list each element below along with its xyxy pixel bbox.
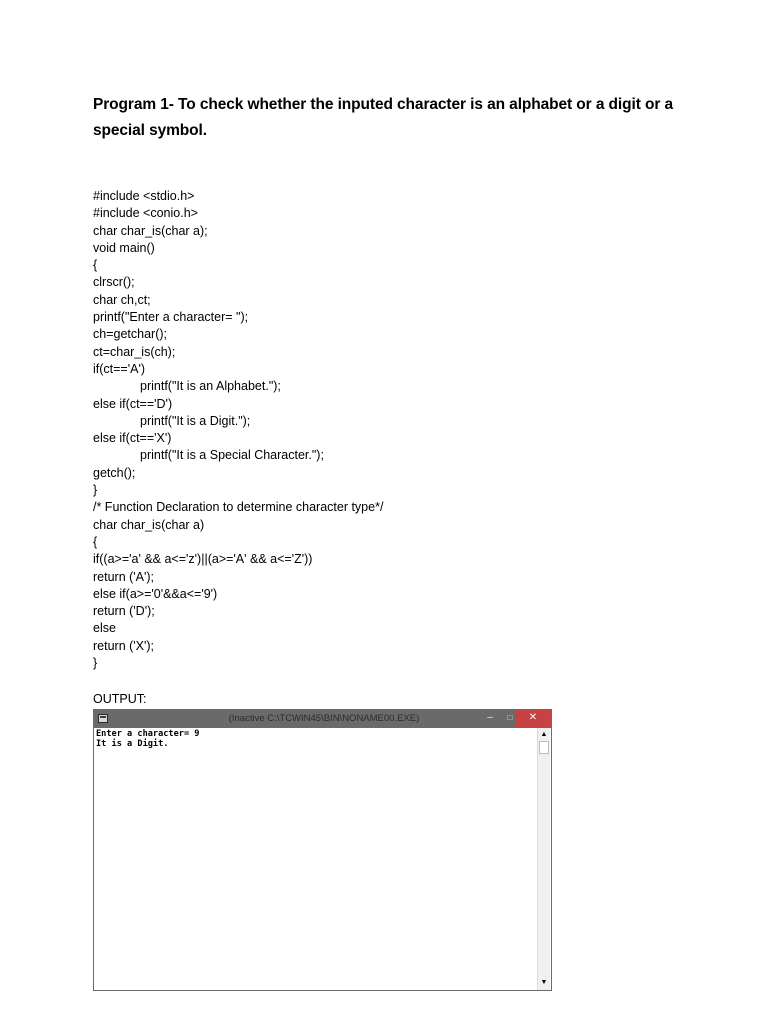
code-line: getch(); [93,465,136,480]
scroll-down-icon[interactable]: ▼ [540,979,548,986]
code-line: #include <conio.h> [93,206,198,221]
code-line: printf("It is an Alphabet."); [140,379,281,394]
minimize-icon[interactable]: – [487,712,493,723]
maximize-icon[interactable]: □ [507,713,513,722]
code-line: } [93,483,98,498]
scroll-thumb[interactable] [539,741,549,754]
code-line: printf("Enter a character= "); [93,310,249,325]
console-line: Enter a character= 9 [96,729,200,739]
code-line: char char_is(char a) [93,517,205,532]
code-line: else if(a>='0'&&a<='9') [93,586,218,601]
code-line: char ch,ct; [93,292,151,307]
scroll-up-icon[interactable]: ▲ [540,731,548,738]
code-listing [93,188,653,672]
code-line: return ('D'); [93,604,155,619]
code-line: char char_is(char a); [93,223,208,238]
code-line: return ('X'); [93,638,155,653]
console-line: It is a Digit. [96,739,169,749]
console-output[interactable] [96,729,536,989]
console-titlebar[interactable] [94,710,551,728]
code-line: ct=char_is(ch); [93,344,176,359]
output-label: OUTPUT: [93,692,147,706]
code-line: { [93,258,98,273]
close-icon[interactable]: ✕ [515,710,551,728]
code-line: if(ct=='A') [93,361,146,376]
console-scrollbar[interactable] [537,728,550,990]
code-line: if((a>='a' && a<='z')||(a>='A' && a<='Z')) [93,552,313,567]
code-line: else if(ct=='D') [93,396,173,411]
console-window [93,709,552,991]
code-line: printf("It is a Digit."); [140,413,251,428]
code-line: printf("It is a Special Character."); [140,448,324,463]
console-window-title: (Inactive C:\TCWIN45\BIN\NONAME00.EXE) [228,713,420,724]
code-line: #include <stdio.h> [93,189,195,203]
code-line: { [93,534,98,549]
code-line: else if(ct=='X') [93,431,172,446]
code-line: return ('A'); [93,569,155,584]
page-title: Program 1- To check whether the inputed character is an alphabet or a digit or a special symbol. [93,96,673,139]
code-line: clrscr(); [93,275,135,290]
console-app-icon[interactable] [98,714,108,723]
code-line: } [93,656,98,671]
code-line: ch=getchar(); [93,327,167,342]
code-line: else [93,621,116,636]
code-line: /* Function Declaration to determine character type*/ [93,500,384,515]
code-line: void main() [93,240,155,255]
